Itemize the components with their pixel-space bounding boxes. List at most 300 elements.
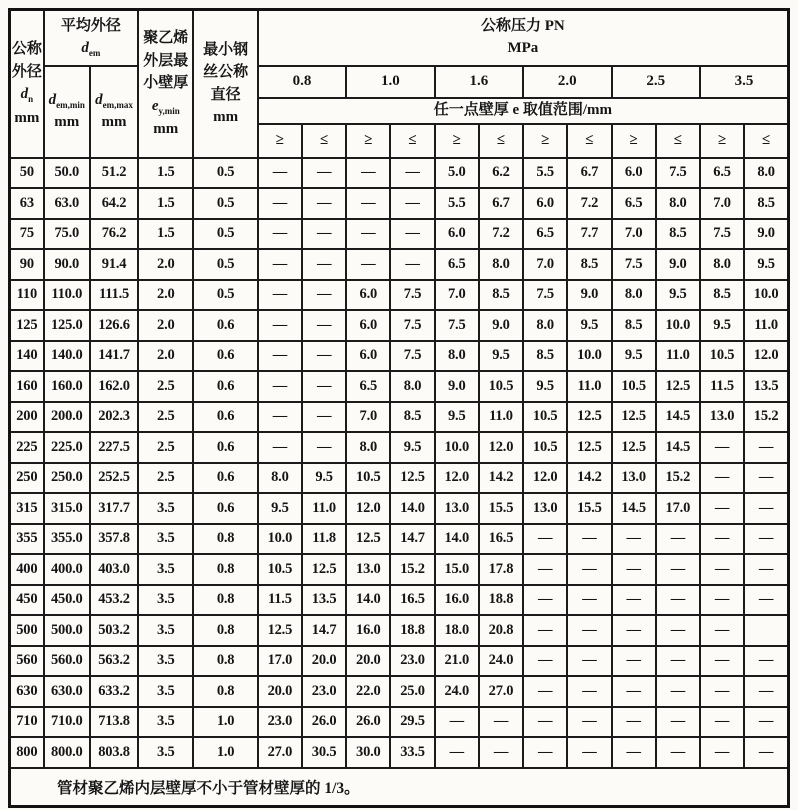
value-cell: 20.8 [479, 615, 523, 646]
header-steel-wire-unit: mm [213, 109, 239, 126]
dn-cell: 160 [10, 371, 44, 402]
value-cell: 18.0 [435, 615, 479, 646]
value-cell: — [744, 524, 788, 555]
value-cell: 3.5 [138, 554, 193, 585]
value-cell: 21.0 [435, 646, 479, 677]
value-cell: 10.5 [258, 554, 302, 585]
value-cell: — [700, 432, 744, 463]
value-cell: 140.0 [44, 341, 90, 372]
value-cell: — [612, 676, 656, 707]
value-cell: 12.5 [390, 463, 434, 494]
value-cell: 15.5 [479, 493, 523, 524]
value-cell: — [656, 646, 700, 677]
value-cell: — [744, 554, 788, 585]
value-cell: 6.0 [523, 188, 567, 219]
value-cell: 2.0 [138, 310, 193, 341]
value-cell: 9.5 [656, 280, 700, 311]
value-cell: — [302, 310, 346, 341]
value-cell: 20.0 [258, 676, 302, 707]
value-cell: 10.0 [435, 432, 479, 463]
value-cell: — [567, 737, 611, 768]
value-cell: 14.5 [656, 402, 700, 433]
value-cell: — [656, 707, 700, 738]
value-cell: 1.0 [193, 737, 257, 768]
value-cell: 27.0 [258, 737, 302, 768]
value-cell: — [612, 554, 656, 585]
value-cell: — [744, 585, 788, 616]
value-cell: 10.5 [523, 402, 567, 433]
table-row [10, 493, 789, 524]
value-cell: 8.5 [567, 249, 611, 280]
dn-cell: 630 [10, 676, 44, 707]
value-cell: 7.0 [612, 219, 656, 250]
value-cell: 7.0 [700, 188, 744, 219]
header-dem-min: $d_{em,min}$ mm [44, 66, 90, 158]
value-cell: 30.0 [346, 737, 390, 768]
ge-header: ≥ [523, 124, 567, 158]
value-cell: 1.5 [138, 219, 193, 250]
value-cell: — [346, 188, 390, 219]
le-header: ≤ [302, 124, 346, 158]
value-cell: 6.5 [523, 219, 567, 250]
value-cell: — [567, 615, 611, 646]
value-cell: 76.2 [90, 219, 138, 250]
table-body [10, 158, 789, 768]
table-row [10, 219, 789, 250]
value-cell: 9.5 [567, 310, 611, 341]
value-cell: — [744, 432, 788, 463]
value-cell: — [523, 615, 567, 646]
le-header: ≤ [390, 124, 434, 158]
value-cell: — [258, 219, 302, 250]
value-cell: 10.0 [567, 341, 611, 372]
value-cell: 2.0 [138, 280, 193, 311]
value-cell: 91.4 [90, 249, 138, 280]
value-cell: 6.5 [435, 249, 479, 280]
value-cell: 9.5 [523, 371, 567, 402]
table-row [10, 310, 789, 341]
pressure-header-1.6: 1.6 [435, 66, 523, 98]
dem-max-symbol: $d_{em,max}$ [95, 91, 133, 110]
dn-cell: 50 [10, 158, 44, 189]
value-cell: — [656, 554, 700, 585]
dn-cell: 400 [10, 554, 44, 585]
value-cell: — [390, 158, 434, 189]
value-cell: — [302, 158, 346, 189]
value-cell: 11.5 [258, 585, 302, 616]
value-cell: — [523, 707, 567, 738]
value-cell: 0.8 [193, 585, 257, 616]
value-cell: — [258, 402, 302, 433]
pressure-header-0.8: 0.8 [258, 66, 346, 98]
table-row [10, 432, 789, 463]
value-cell: — [390, 219, 434, 250]
value-cell: 10.5 [700, 341, 744, 372]
value-cell: 11.0 [656, 341, 700, 372]
value-cell: 710.0 [44, 707, 90, 738]
value-cell: 250.0 [44, 463, 90, 494]
value-cell: 14.0 [435, 524, 479, 555]
table-row [10, 707, 789, 738]
value-cell: — [346, 219, 390, 250]
value-cell: 11.0 [744, 310, 788, 341]
value-cell: 0.5 [193, 249, 257, 280]
value-cell: — [612, 585, 656, 616]
value-cell: — [258, 249, 302, 280]
value-cell: 0.6 [193, 402, 257, 433]
value-cell: 0.5 [193, 219, 257, 250]
value-cell: 403.0 [90, 554, 138, 585]
pn-unit: MPa [507, 39, 539, 56]
value-cell: — [258, 371, 302, 402]
table-row [10, 280, 789, 311]
value-cell: 0.6 [193, 432, 257, 463]
table-row [10, 249, 789, 280]
pressure-header-2.5: 2.5 [612, 66, 700, 98]
value-cell: 63.0 [44, 188, 90, 219]
value-cell: 560.0 [44, 646, 90, 677]
value-cell: 9.5 [479, 341, 523, 372]
value-cell: 0.6 [193, 493, 257, 524]
value-cell: 357.8 [90, 524, 138, 555]
value-cell: 13.5 [302, 585, 346, 616]
value-cell: 6.5 [700, 158, 744, 189]
value-cell: 0.8 [193, 554, 257, 585]
value-cell: 16.0 [346, 615, 390, 646]
value-cell: 0.8 [193, 646, 257, 677]
table-row [10, 737, 789, 768]
value-cell: 9.5 [612, 341, 656, 372]
value-cell: 15.2 [390, 554, 434, 585]
value-cell: 7.0 [523, 249, 567, 280]
value-cell: 503.2 [90, 615, 138, 646]
value-cell: 23.0 [302, 676, 346, 707]
value-cell: — [390, 188, 434, 219]
value-cell: — [346, 158, 390, 189]
value-cell: 6.0 [612, 158, 656, 189]
dn-cell: 450 [10, 585, 44, 616]
value-cell: — [700, 676, 744, 707]
value-cell: — [302, 402, 346, 433]
value-cell: — [435, 737, 479, 768]
value-cell: 13.0 [700, 402, 744, 433]
value-cell: — [258, 432, 302, 463]
value-cell: 26.0 [302, 707, 346, 738]
header-wall-thickness-range: 任一点壁厚 e 取值范围/mm [258, 98, 789, 124]
value-cell: 7.2 [567, 188, 611, 219]
value-cell: 7.0 [346, 402, 390, 433]
pn-title: 公称压力 PN [481, 18, 565, 34]
value-cell: 0.5 [193, 280, 257, 311]
header-nominal-od-line1: 公称 [11, 41, 42, 58]
value-cell: 800.0 [44, 737, 90, 768]
value-cell: — [744, 707, 788, 738]
value-cell: 12.5 [612, 402, 656, 433]
value-cell: 12.5 [612, 432, 656, 463]
value-cell: — [567, 707, 611, 738]
value-cell: 11.0 [302, 493, 346, 524]
dn-cell: 90 [10, 249, 44, 280]
value-cell: 8.0 [435, 341, 479, 372]
value-cell: 6.0 [435, 219, 479, 250]
value-cell: 7.5 [435, 310, 479, 341]
header-pe-min-wall: 聚乙烯 外层最 小壁厚 $e_{y,min}$ mm [138, 10, 193, 158]
value-cell: 11.8 [302, 524, 346, 555]
value-cell: — [700, 585, 744, 616]
value-cell: 23.0 [258, 707, 302, 738]
le-header: ≤ [567, 124, 611, 158]
table-row [10, 158, 789, 189]
value-cell: 0.6 [193, 310, 257, 341]
value-cell: 25.0 [390, 676, 434, 707]
value-cell: 200.0 [44, 402, 90, 433]
value-cell: — [258, 280, 302, 311]
value-cell: 18.8 [479, 585, 523, 616]
value-cell: 14.2 [567, 463, 611, 494]
value-cell: 317.7 [90, 493, 138, 524]
dn-cell: 250 [10, 463, 44, 494]
value-cell: 12.5 [258, 615, 302, 646]
value-cell: 11.0 [567, 371, 611, 402]
value-cell: 51.2 [90, 158, 138, 189]
value-cell: — [612, 524, 656, 555]
value-cell: — [700, 646, 744, 677]
value-cell: — [567, 676, 611, 707]
value-cell: 6.5 [346, 371, 390, 402]
value-cell: 12.0 [346, 493, 390, 524]
value-cell: 125.0 [44, 310, 90, 341]
value-cell: — [258, 341, 302, 372]
value-cell: 5.5 [523, 158, 567, 189]
value-cell: 12.0 [435, 463, 479, 494]
value-cell: 8.5 [744, 188, 788, 219]
value-cell: 6.0 [346, 310, 390, 341]
value-cell: 0.8 [193, 524, 257, 555]
value-cell: 2.0 [138, 341, 193, 372]
value-cell: 563.2 [90, 646, 138, 677]
table-header [10, 10, 789, 158]
value-cell: 453.2 [90, 585, 138, 616]
table-row [10, 341, 789, 372]
value-cell: 0.8 [193, 676, 257, 707]
value-cell: — [302, 188, 346, 219]
value-cell: 27.0 [479, 676, 523, 707]
table-row [10, 188, 789, 219]
value-cell: 111.5 [90, 280, 138, 311]
value-cell: 3.5 [138, 615, 193, 646]
value-cell: — [744, 676, 788, 707]
value-cell: 13.0 [612, 463, 656, 494]
dn-cell: 315 [10, 493, 44, 524]
value-cell: 15.0 [435, 554, 479, 585]
value-cell: — [523, 646, 567, 677]
pipe-dimension-table [8, 8, 790, 808]
value-cell: 8.5 [700, 280, 744, 311]
value-cell: — [346, 249, 390, 280]
value-cell: 16.5 [390, 585, 434, 616]
value-cell: — [567, 554, 611, 585]
header-steel-wire: 最小钢 丝公称 直径 mm [193, 10, 257, 158]
value-cell: 5.0 [435, 158, 479, 189]
value-cell: 9.0 [479, 310, 523, 341]
value-cell: 15.5 [567, 493, 611, 524]
header-nominal-pressure [258, 10, 789, 66]
header-average-od-title: 平均外径 [60, 17, 121, 34]
value-cell: 17.0 [258, 646, 302, 677]
dn-cell: 200 [10, 402, 44, 433]
table-row [10, 463, 789, 494]
value-cell: — [744, 463, 788, 494]
value-cell: — [523, 585, 567, 616]
value-cell: — [700, 707, 744, 738]
value-cell: 12.0 [479, 432, 523, 463]
value-cell: 18.8 [390, 615, 434, 646]
header-nominal-od-unit: mm [14, 109, 40, 126]
value-cell: — [656, 737, 700, 768]
value-cell: — [612, 737, 656, 768]
value-cell: 75.0 [44, 219, 90, 250]
value-cell: 500.0 [44, 615, 90, 646]
value-cell: 13.0 [346, 554, 390, 585]
value-cell: 14.0 [346, 585, 390, 616]
dem-min-symbol: $d_{em,min}$ [48, 91, 85, 110]
value-cell: 10.0 [656, 310, 700, 341]
value-cell: 12.0 [523, 463, 567, 494]
value-cell: 13.0 [435, 493, 479, 524]
le-header: ≤ [479, 124, 523, 158]
value-cell: — [435, 707, 479, 738]
value-cell: — [302, 432, 346, 463]
dn-cell: 75 [10, 219, 44, 250]
value-cell: 6.5 [612, 188, 656, 219]
value-cell: 12.5 [346, 524, 390, 555]
header-dem-max: $d_{em,max}$ mm [90, 66, 138, 158]
table-row [10, 646, 789, 677]
dem-symbol: $d_{em}$ [81, 39, 101, 58]
header-nominal-od [10, 10, 44, 158]
value-cell: 450.0 [44, 585, 90, 616]
value-cell: — [612, 615, 656, 646]
ge-header: ≥ [258, 124, 302, 158]
value-cell: 24.0 [435, 676, 479, 707]
value-cell: 9.0 [744, 219, 788, 250]
value-cell: 11.0 [479, 402, 523, 433]
value-cell: 15.2 [744, 402, 788, 433]
table-row [10, 615, 789, 646]
value-cell: 12.5 [302, 554, 346, 585]
table-footer [10, 768, 789, 807]
value-cell: 13.5 [744, 371, 788, 402]
value-cell: 26.0 [346, 707, 390, 738]
value-cell: — [479, 707, 523, 738]
value-cell: 3.5 [138, 585, 193, 616]
value-cell: 6.0 [346, 341, 390, 372]
dn-cell: 140 [10, 341, 44, 372]
value-cell: 3.5 [138, 646, 193, 677]
value-cell: 9.5 [258, 493, 302, 524]
value-cell: 8.0 [346, 432, 390, 463]
value-cell: 7.5 [700, 219, 744, 250]
value-cell: — [479, 737, 523, 768]
value-cell: 8.5 [523, 341, 567, 372]
value-cell: 355.0 [44, 524, 90, 555]
value-cell: 3.5 [138, 493, 193, 524]
table-row [10, 371, 789, 402]
value-cell: 9.5 [390, 432, 434, 463]
value-cell: 7.5 [390, 280, 434, 311]
value-cell: 803.8 [90, 737, 138, 768]
value-cell: 14.5 [656, 432, 700, 463]
value-cell: 12.5 [656, 371, 700, 402]
value-cell: — [390, 249, 434, 280]
value-cell: 6.7 [567, 158, 611, 189]
value-cell: 225.0 [44, 432, 90, 463]
value-cell: 6.7 [479, 188, 523, 219]
value-cell: 3.5 [138, 676, 193, 707]
value-cell: 7.5 [523, 280, 567, 311]
value-cell: — [656, 524, 700, 555]
value-cell: — [567, 646, 611, 677]
document-page [8, 8, 790, 808]
value-cell: — [523, 524, 567, 555]
value-cell: — [567, 524, 611, 555]
value-cell: 2.5 [138, 402, 193, 433]
value-cell: 0.6 [193, 463, 257, 494]
value-cell: — [612, 707, 656, 738]
header-average-od [44, 10, 138, 66]
dn-cell: 710 [10, 707, 44, 738]
value-cell: 227.5 [90, 432, 138, 463]
dn-cell: 125 [10, 310, 44, 341]
value-cell: — [523, 554, 567, 585]
value-cell: 10.5 [612, 371, 656, 402]
value-cell: 23.0 [390, 646, 434, 677]
value-cell: — [700, 524, 744, 555]
value-cell: — [302, 341, 346, 372]
value-cell: 30.5 [302, 737, 346, 768]
value-cell: 126.6 [90, 310, 138, 341]
dn-cell: 63 [10, 188, 44, 219]
value-cell: 8.0 [744, 158, 788, 189]
value-cell: 8.5 [479, 280, 523, 311]
value-cell: 3.5 [138, 707, 193, 738]
value-cell: 14.0 [390, 493, 434, 524]
value-cell: — [523, 676, 567, 707]
value-cell: 400.0 [44, 554, 90, 585]
value-cell: 22.0 [346, 676, 390, 707]
value-cell: 6.2 [479, 158, 523, 189]
value-cell: 7.7 [567, 219, 611, 250]
value-cell: 1.5 [138, 188, 193, 219]
value-cell: — [567, 585, 611, 616]
value-cell: 3.5 [138, 737, 193, 768]
value-cell: 5.5 [435, 188, 479, 219]
value-cell: 24.0 [479, 646, 523, 677]
value-cell: — [700, 737, 744, 768]
value-cell: — [744, 646, 788, 677]
value-cell: 3.5 [138, 524, 193, 555]
value-cell: 2.5 [138, 463, 193, 494]
value-cell: — [700, 554, 744, 585]
value-cell: 9.0 [435, 371, 479, 402]
value-cell: 0.5 [193, 158, 257, 189]
ge-header: ≥ [700, 124, 744, 158]
dn-cell: 800 [10, 737, 44, 768]
value-cell: 12.5 [567, 402, 611, 433]
value-cell: 15.2 [656, 463, 700, 494]
value-cell: 9.5 [700, 310, 744, 341]
ge-header: ≥ [346, 124, 390, 158]
